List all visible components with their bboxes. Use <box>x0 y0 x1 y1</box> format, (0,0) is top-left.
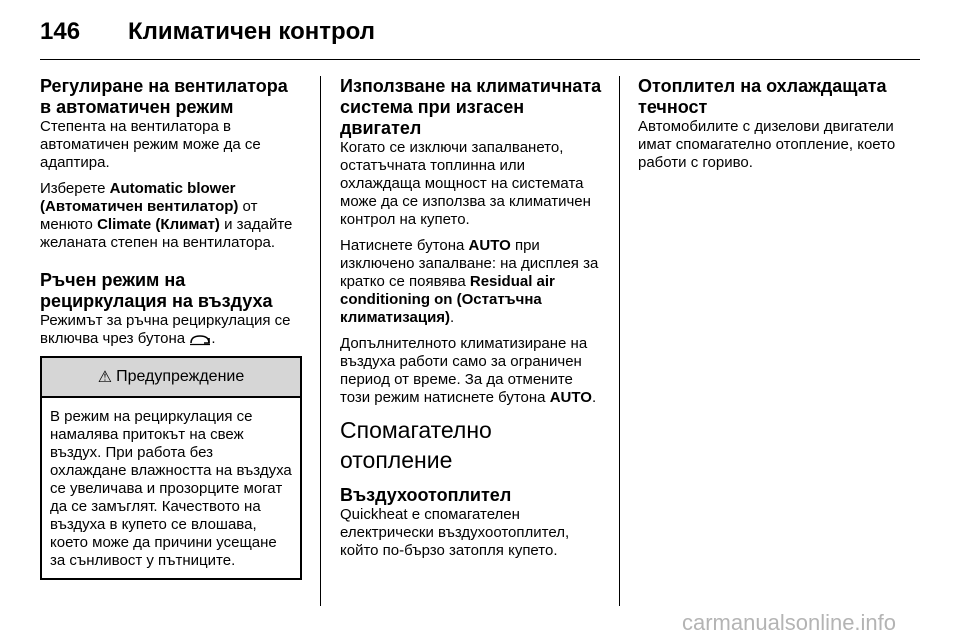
button-term-auto: AUTO <box>549 389 592 406</box>
page-title: Климатичен контрол <box>128 18 375 45</box>
column-3 <box>638 76 918 180</box>
paragraph-recirculation <box>40 312 302 348</box>
text-run: и задайте желаната степен на вентилатора. <box>40 216 293 251</box>
recirculation-icon <box>189 332 211 346</box>
menu-term-automatic-blower: Automatic blower (Автоматичен вентилатор) <box>40 180 239 215</box>
subheading-air-heater: Въздухоотоплител <box>340 485 512 505</box>
header-rule <box>40 59 920 60</box>
display-term-residual: Residual air conditioning on (Остатъчна климатизация) <box>340 273 555 326</box>
paragraph-auto-press <box>340 237 602 327</box>
paragraph-fan-intro: Степента на вентилатора в автоматичен режим може да се адаптира. <box>40 118 261 171</box>
text-run: от менюто <box>40 198 258 233</box>
section-heading-auxiliary-heating: Спомагателно отопление <box>340 417 492 473</box>
column-divider-1 <box>320 76 321 606</box>
page-header <box>40 14 920 54</box>
column-divider-2 <box>619 76 620 606</box>
text-run: Допълнителното климатизиране на въздуха работи само за ограничен период от време. За да отмените този режим натиснете бутона <box>340 335 588 406</box>
text-run: . <box>591 389 597 406</box>
menu-term-climate: Climate (Климат) <box>97 216 220 233</box>
button-term-auto: AUTO <box>468 237 511 254</box>
column-2 <box>340 76 602 568</box>
section-heading-coolant-heater: Отоплител на охлаждащата течност <box>638 76 887 117</box>
warning-text: В режим на рециркулация се намалява притокът на свеж въздух. При работа без охлаждане влажността на въздуха се увеличава и прозорците могат да се замъглят. Качеството на въздуха в купето се влошава, което може да причини усещане за сънливост у пътниците. <box>50 408 292 569</box>
text-run: Натиснете бутона <box>340 237 469 254</box>
page-number: 146 <box>40 18 81 45</box>
column-1 <box>40 76 302 580</box>
section-heading-recirculation: Ръчен режим на рециркулация на въздуха <box>40 270 273 311</box>
paragraph-diesel-heater: Автомобилите с дизелови двигатели имат спомагателно отопление, което работи с гориво. <box>638 118 896 171</box>
paragraph-cancel-mode <box>340 335 602 407</box>
warning-header <box>42 358 300 398</box>
text-run: . <box>450 309 455 326</box>
warning-box <box>40 356 302 580</box>
paragraph-residual-intro: Когато се изключи запалването, остатъчната топлинна или охлаждаща мощност на системата може да се използва за климатичен контрол на купето. <box>340 139 591 228</box>
paragraph-quickheat: Quickheat е спомагателен електрически въздухоотоплител, който по-бързо затопля купето. <box>340 506 570 559</box>
section-heading-fan-auto: Регулиране на вентилатора в автоматичен режим <box>40 76 288 117</box>
warning-title: Предупреждение <box>116 368 245 385</box>
watermark-text: carmanualsonline.info <box>682 610 897 635</box>
text-run: Изберете <box>40 180 110 197</box>
warning-triangle-icon: ⚠ <box>97 369 113 386</box>
paragraph-fan-select <box>40 180 302 252</box>
section-heading-engine-off: Използване на климатичната система при изгасен двигател <box>340 76 602 138</box>
text-run: при изключено запалване: на дисплея за кратко се появява <box>340 237 599 290</box>
text-run: Режимът за ръчна рециркулация се включва чрез бутона <box>40 312 291 347</box>
text-run: . <box>211 330 216 347</box>
